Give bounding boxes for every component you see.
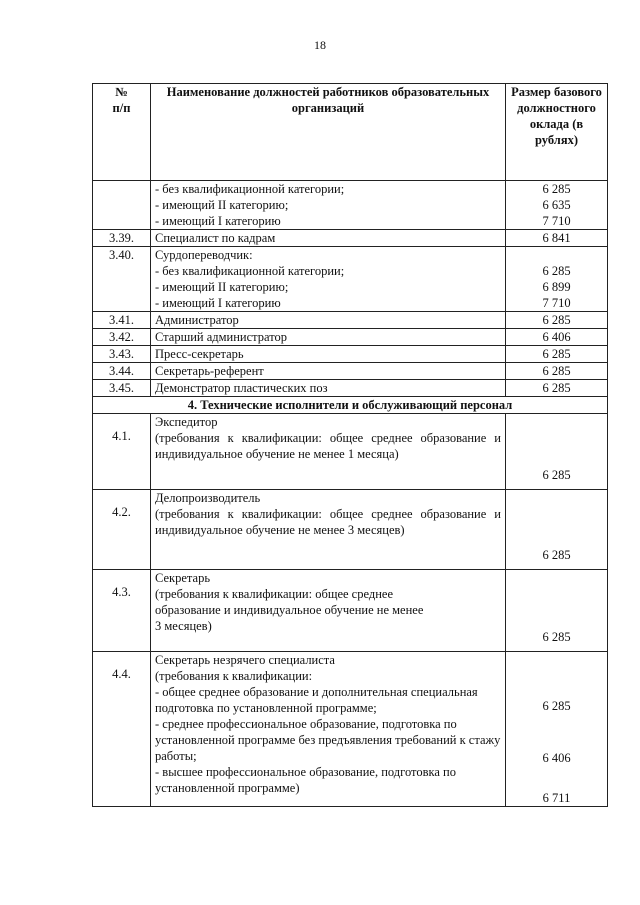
position-requirements: (требования к квалификации: общее среднее образование и индивидуальное обучение не менее 3 месяцев): [155, 507, 501, 537]
row-value: 6 285: [506, 312, 608, 329]
name-line: - имеющий I категорию: [155, 296, 281, 310]
row-value: [506, 247, 608, 312]
row-number: 3.40.: [93, 247, 151, 312]
row-value: 6 285: [506, 414, 608, 490]
position-title: Секретарь: [155, 571, 211, 585]
row-number: 3.41.: [93, 312, 151, 329]
table-row: [93, 181, 608, 230]
table-row: [93, 230, 608, 247]
row-number: [93, 181, 151, 230]
table-row: [93, 346, 608, 363]
table-row: [93, 329, 608, 346]
requirements-line: 3 месяцев): [155, 619, 212, 633]
table-row: [93, 414, 608, 490]
row-value: 6 285: [506, 346, 608, 363]
row-name: Администратор: [151, 312, 506, 329]
value-line: 6 711: [542, 791, 571, 805]
name-line: - имеющий II категорию;: [155, 198, 289, 212]
row-value: [506, 652, 608, 807]
salary-table: [92, 83, 608, 807]
table-row: [93, 570, 608, 652]
row-name: [151, 247, 506, 312]
row-value: [506, 181, 608, 230]
row-name: Специалист по кадрам: [151, 230, 506, 247]
requirements-intro: (требования к квалификации:: [155, 669, 313, 683]
table-row: [93, 247, 608, 312]
requirements-line: (требования к квалификации: общее среднее: [155, 587, 393, 601]
requirement-item: - высшее профессиональное образование, подготовка по установленной программе): [155, 765, 456, 795]
row-number: 4.4.: [93, 652, 151, 807]
name-line: - имеющий I категорию: [155, 214, 281, 228]
row-name: Старший администратор: [151, 329, 506, 346]
name-line: - имеющий II категорию;: [155, 280, 289, 294]
name-line: - без квалификационной категории;: [155, 182, 345, 196]
row-value: 6 406: [506, 329, 608, 346]
row-value: 6 285: [506, 570, 608, 652]
value-line: 6 285: [542, 699, 571, 713]
row-value: 6 285: [506, 363, 608, 380]
position-requirements: (требования к квалификации: общее среднее образование и индивидуальное обучение не менее 1 месяца): [155, 431, 501, 461]
table-row: [93, 490, 608, 570]
table-row: [93, 380, 608, 397]
value-line: 7 710: [542, 296, 571, 310]
value-line: 6 635: [542, 198, 571, 212]
row-number: 4.3.: [93, 570, 151, 652]
position-title: Секретарь незрячего специалиста: [155, 653, 335, 667]
row-name: Пресс-секретарь: [151, 346, 506, 363]
name-line: - без квалификационной категории;: [155, 264, 345, 278]
name-line: Сурдопереводчик:: [155, 248, 253, 262]
row-number: 4.2.: [93, 490, 151, 570]
row-value: 6 841: [506, 230, 608, 247]
row-name: [151, 652, 506, 807]
position-title: Экспедитор: [155, 415, 218, 429]
row-name: [151, 490, 506, 570]
value-line: 7 710: [542, 214, 571, 228]
table-row: [93, 363, 608, 380]
row-name: [151, 181, 506, 230]
requirement-item: - среднее профессиональное образование, подготовка по установленной программе без предъявления требований к стажу работы;: [155, 717, 501, 763]
row-name: Демонстратор пластических поз: [151, 380, 506, 397]
requirements-line: образование и индивидуальное обучение не менее: [155, 603, 424, 617]
row-name: [151, 414, 506, 490]
value-line: 6 285: [542, 264, 571, 278]
table-header-row: [93, 84, 608, 181]
header-number: № п/п: [93, 84, 151, 181]
position-title: Делопроизводитель: [155, 491, 261, 505]
page-number: 18: [314, 38, 326, 52]
header-name: Наименование должностей работников образовательных организаций: [151, 84, 506, 181]
value-line: 6 285: [542, 182, 571, 196]
row-name: [151, 570, 506, 652]
row-number: 3.42.: [93, 329, 151, 346]
header-size: Размер базового должностного оклада (в рублях): [506, 84, 608, 181]
table-row: [93, 312, 608, 329]
row-value: 6 285: [506, 380, 608, 397]
section-row: [93, 397, 608, 414]
table-row: [93, 652, 608, 807]
row-number: 3.45.: [93, 380, 151, 397]
value-line: 6 406: [542, 751, 571, 765]
value-line: 6 899: [542, 280, 571, 294]
row-value: 6 285: [506, 490, 608, 570]
requirement-item: - общее среднее образование и дополнительная специальная подготовка по установленной программе;: [155, 685, 478, 715]
row-number: 3.44.: [93, 363, 151, 380]
row-number: 3.43.: [93, 346, 151, 363]
row-number: 4.1.: [93, 414, 151, 490]
row-name: Секретарь-референт: [151, 363, 506, 380]
row-number: 3.39.: [93, 230, 151, 247]
section-title: 4. Технические исполнители и обслуживающий персонал: [93, 397, 608, 414]
